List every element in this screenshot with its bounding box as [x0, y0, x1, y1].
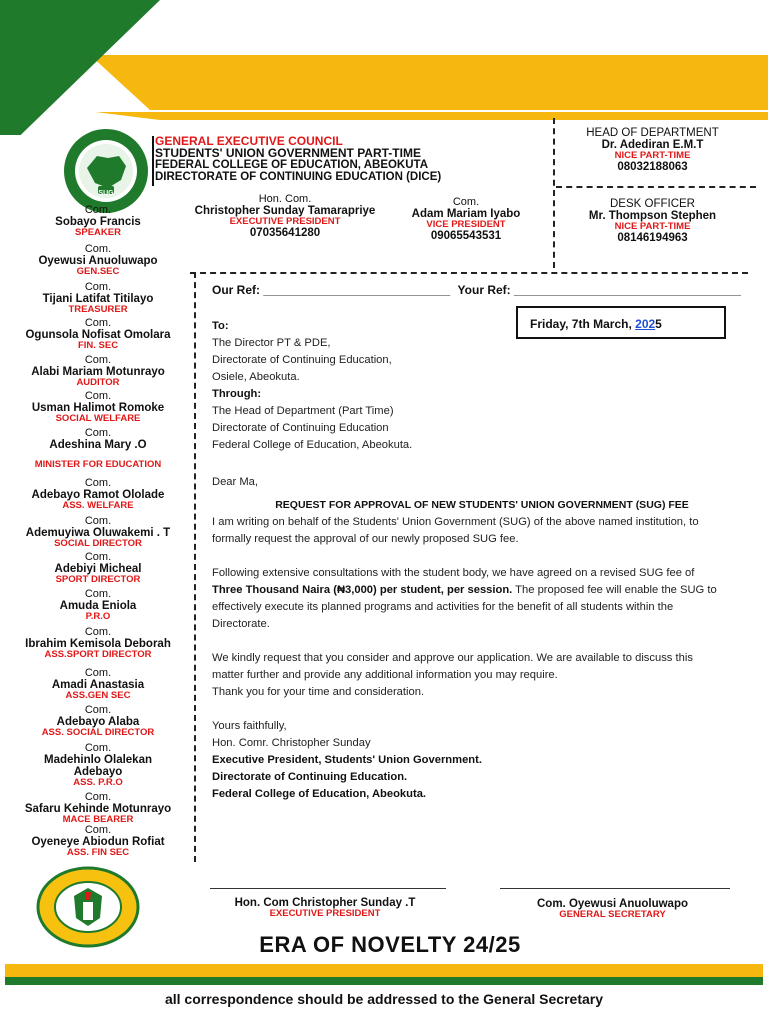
sidebar-role: SPEAKER: [75, 227, 121, 238]
right-hdivider: [556, 186, 756, 188]
sidebar-label: Com.: [84, 390, 112, 402]
closing: Yours faithfully,: [212, 720, 287, 732]
vp-label: Com.: [452, 196, 480, 208]
footer-note: all correspondence should be addressed to the General Secretary: [164, 991, 604, 1007]
through-line: Federal College of Education, Abeokuta.: [212, 439, 413, 451]
header-directorate: DIRECTORATE OF CONTINUING EDUCATION (DICE): [155, 171, 442, 183]
sidebar-label: Com.: [84, 354, 112, 366]
sidebar-label: Com.: [84, 742, 112, 754]
college-seal: [36, 866, 140, 948]
date-year-link[interactable]: 202: [635, 317, 656, 331]
sidebar-name: Amuda Eniola: [59, 600, 137, 612]
sig-right-name: Com. Oyewusi Anuoluwapo: [537, 898, 688, 910]
sidebar-role: ASS. FIN SEC: [66, 847, 130, 858]
sidebar-entry: [6, 282, 190, 315]
sidebar-label: Com.: [84, 317, 112, 329]
vp-name: Adam Mariam Iyabo: [411, 208, 521, 220]
sidebar-entry: [6, 589, 190, 622]
through-line: Directorate of Continuing Education: [212, 422, 389, 434]
sidebar-entry: [6, 205, 190, 238]
para3-line: matter further and provide any additional information you may require.: [212, 669, 558, 681]
sig-right-role: GENERAL SECRETARY: [559, 909, 666, 920]
signer-name: Hon. Comr. Christopher Sunday: [212, 737, 371, 749]
signature-line-right: [500, 888, 730, 889]
president-name: Christopher Sunday Tamarapriye: [194, 205, 376, 217]
sidebar-role: ASS. P.R.O: [73, 777, 123, 788]
through-line: The Head of Department (Part Time): [212, 405, 394, 417]
sidebar-role: AUDITOR: [76, 377, 120, 388]
header-college: FEDERAL COLLEGE OF EDUCATION, ABEOKUTA: [155, 159, 429, 171]
sidebar-label: Com.: [84, 204, 112, 216]
desk-role: NICE PART-TIME: [614, 221, 691, 232]
date-text: Friday, 7th March,: [530, 317, 636, 331]
para1-line: I am writing on behalf of the Students' Union Government (SUG) of the above named institution, to: [212, 516, 699, 528]
sidebar-role: ASS.GEN SEC: [65, 690, 131, 701]
our-ref: Our Ref: ____________________________: [212, 283, 451, 297]
signer-title: Executive President, Students' Union Government.: [212, 754, 482, 766]
through-label: Through:: [212, 388, 262, 400]
vp-phone: 09065543531: [430, 230, 502, 242]
sidebar-label: Com.: [84, 427, 112, 439]
sidebar-role: ASS. SOCIAL DIRECTOR: [41, 727, 155, 738]
sidebar-entry: [6, 428, 190, 451]
sidebar-label: Com.: [84, 588, 112, 600]
signer-college: Federal College of Education, Abeokuta.: [212, 788, 427, 800]
sidebar-entry: [6, 705, 190, 738]
sidebar-entry: [6, 516, 190, 549]
para2-line: Directorate.: [212, 618, 270, 630]
to-line: Osiele, Abeokuta.: [212, 371, 300, 383]
desk-name: Mr. Thompson Stephen: [588, 210, 717, 222]
sidebar-role: MACE BEARER: [62, 814, 134, 825]
sig-left-role: EXECUTIVE PRESIDENT: [269, 908, 381, 919]
sidebar-label: Com.: [84, 243, 112, 255]
sidebar-label: Com.: [84, 477, 112, 489]
para3-line: We kindly request that you consider and approve our application. We are available to discuss this: [212, 652, 693, 664]
sidebar-entry: [6, 552, 190, 585]
sidebar-role: TREASURER: [68, 304, 128, 315]
fee-amount: Three Thousand Naira (₦3,000) per student, per session.: [212, 584, 513, 596]
sig-left-name: Hon. Com Christopher Sunday .T: [234, 897, 416, 909]
sidebar-name: Usman Halimot Romoke: [31, 402, 165, 414]
sidebar-label: Com.: [84, 626, 112, 638]
signature-line-left: [210, 888, 446, 889]
sidebar-name: Adebiyi Micheal: [54, 563, 142, 575]
sidebar-entry: [6, 460, 190, 470]
sidebar-role: FIN. SEC: [77, 340, 119, 351]
para3-line: Thank you for your time and consideration.: [212, 686, 425, 698]
salutation: Dear Ma,: [212, 476, 259, 488]
header-divider: [152, 136, 154, 186]
sidebar-name: Adebayo Ramot Ololade: [31, 489, 165, 501]
sidebar-label: Com.: [84, 824, 112, 836]
sidebar-name: Safaru Kehinde Motunrayo: [24, 803, 172, 815]
president-phone: 07035641280: [249, 227, 321, 239]
para2-line: Following extensive consultations with the student body, we have agreed on a revised SUG fee of: [212, 567, 695, 579]
sidebar-label: Com.: [84, 281, 112, 293]
sug-badge-text: SUG: [98, 190, 114, 197]
sidebar-entry: [6, 825, 190, 858]
para2-line: effectively execute its planned programs and activities for the benefit of all students within the: [212, 601, 674, 613]
sidebar-name: Amadi Anastasia: [51, 679, 145, 691]
sidebar-name: Tijani Latifat Titilayo: [42, 293, 154, 305]
sidebar-role: MINISTER FOR EDUCATION: [34, 459, 162, 470]
sug-logo: [63, 128, 149, 214]
sidebar-role: SPORT DIRECTOR: [55, 574, 141, 585]
sidebar-role: ASS. WELFARE: [62, 500, 134, 511]
sidebar-label: Com.: [84, 704, 112, 716]
bottom-gold-band: [5, 964, 763, 977]
sidebar-name: Adebayo Alaba: [56, 716, 140, 728]
desk-phone: 08146194963: [617, 232, 688, 244]
sidebar-name: Madehinlo Olalekan Adebayo: [44, 754, 152, 778]
para1-line: formally request the approval of our newly proposed SUG fee.: [212, 533, 519, 545]
sidebar-role: P.R.O: [85, 611, 111, 622]
desk-title: DESK OFFICER: [610, 198, 695, 210]
header-council: GENERAL EXECUTIVE COUNCIL: [155, 134, 343, 148]
hod-role: NICE PART-TIME: [614, 150, 691, 161]
sidebar-name: Ibrahim Kemisola Deborah: [25, 638, 171, 650]
era-slogan: ERA OF NOVELTY 24/25: [259, 932, 521, 957]
para2-rest: The proposed fee will enable the SUG to: [512, 584, 717, 596]
sidebar-label: Com.: [84, 551, 112, 563]
sidebar-entry: [6, 355, 190, 388]
sidebar-role: SOCIAL WELFARE: [55, 413, 141, 424]
sidebar-entry: [6, 478, 190, 511]
sidebar-entry: [6, 318, 190, 351]
president-label: Hon. Com.: [258, 193, 312, 205]
sidebar-role: ASS.SPORT DIRECTOR: [44, 649, 152, 660]
president-role: EXECUTIVE PRESIDENT: [229, 216, 341, 227]
sidebar-role: GEN.SEC: [76, 266, 120, 277]
hod-title: HEAD OF DEPARTMENT: [586, 127, 719, 139]
to-label: To:: [212, 320, 229, 332]
date-year-tail: 5: [655, 317, 662, 331]
sidebar-name: Alabi Mariam Motunrayo: [31, 366, 165, 378]
sidebar-label: Com.: [84, 791, 112, 803]
signer-directorate: Directorate of Continuing Education.: [212, 771, 408, 783]
sidebar-entry: [6, 244, 190, 277]
your-ref: Your Ref: __________________________________: [457, 283, 741, 297]
bottom-green-band: [5, 977, 763, 985]
hod-phone: 08032188063: [617, 161, 688, 173]
top-banner-graphic: [0, 0, 768, 135]
sidebar-name: Oyeneye Abiodun Rofiat: [31, 836, 165, 848]
sidebar-name: Oyewusi Anuoluwapo: [38, 255, 158, 267]
sidebar-role: SOCIAL DIRECTOR: [54, 538, 142, 549]
sidebar-entry: [6, 627, 190, 660]
sidebar-entry: [6, 743, 190, 788]
sidebar-name: Sobayo Francis: [55, 216, 141, 228]
right-divider: [553, 118, 555, 268]
header-hdivider: [190, 272, 748, 274]
header-sug: STUDENTS' UNION GOVERNMENT PART-TIME: [155, 146, 421, 160]
sidebar-name: Ogunsola Nofisat Omolara: [25, 329, 171, 341]
sidebar-label: Com.: [84, 515, 112, 527]
to-line: The Director PT & PDE,: [212, 337, 331, 349]
letter-subject: REQUEST FOR APPROVAL OF NEW STUDENTS' UNION GOVERNMENT (SUG) FEE: [275, 499, 689, 511]
sidebar-entry: [6, 391, 190, 424]
sidebar-entry: [6, 668, 190, 701]
sidebar-divider: [194, 272, 196, 862]
sidebar-entry: [6, 792, 190, 825]
hod-name: Dr. Adediran E.M.T: [601, 139, 704, 151]
sidebar-name: Ademuyiwa Oluwakemi . T: [25, 527, 171, 539]
vp-role: VICE PRESIDENT: [426, 219, 506, 230]
sidebar-name: Adeshina Mary .O: [49, 439, 147, 451]
sidebar-label: Com.: [84, 667, 112, 679]
to-line: Directorate of Continuing Education,: [212, 354, 392, 366]
